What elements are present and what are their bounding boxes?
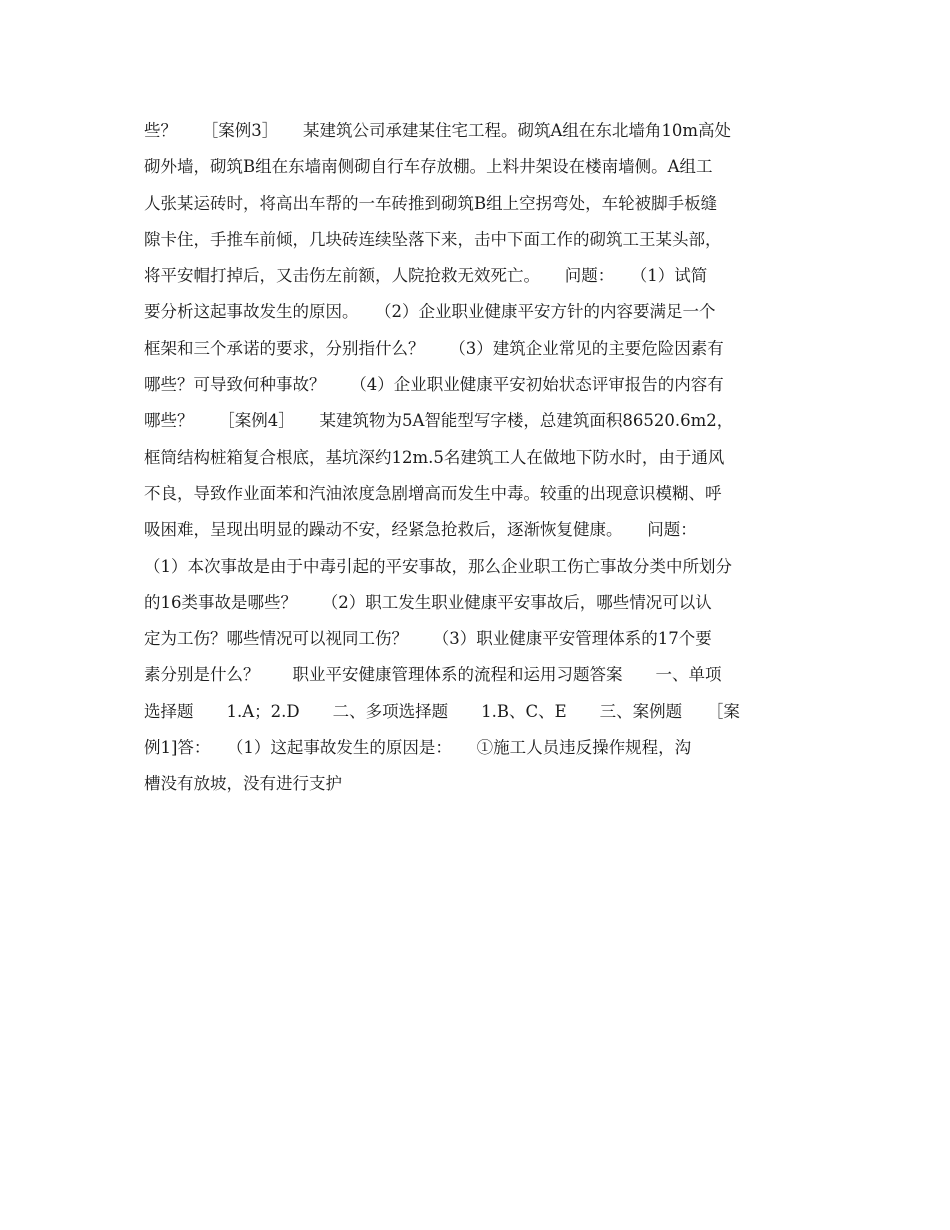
text-line: 框筒结构桩箱复合根底，基坑深约12m.5名建筑工人在做地下防水时，由于通风: [144, 447, 725, 467]
text-line: 将平安帽打掉后，又击伤左前额，人院抢救无效死亡。 问题： （1）试简: [144, 266, 708, 286]
body-text: [144, 113, 814, 803]
text-line: 不良，导致作业面苯和汽油浓度急剧增高而发生中毒。较重的出现意识模糊、呼: [144, 483, 722, 503]
text-line: 例1]答： （1）这起事故发生的原因是： ①施工人员违反操作规程，沟: [144, 738, 692, 758]
text-line: 槽没有放坡，没有进行支护: [144, 774, 342, 794]
text-line: 要分析这起事故发生的原因。 （2）企业职业健康平安方针的内容要满足一个: [144, 302, 716, 322]
text-line: 框架和三个承诺的要求，分别指什么？ （3）建筑企业常见的主要危险因素有: [144, 338, 724, 358]
text-line: 哪些？ ［案例4］ 某建筑物为5A智能型写字楼，总建筑面积86520.6m2，: [144, 411, 734, 431]
text-line: 选择题 1.A；2.D 二、多项选择题 1.B、C、E 三、案例题 ［案: [144, 701, 740, 721]
text-line: 人张某运砖时，将高出车帮的一车砖推到砌筑B组上空拐弯处，车轮被脚手板缝: [144, 193, 718, 213]
text-line: 吸困难，呈现出明显的躁动不安，经紧急抢救后，逐渐恢复健康。 问题：: [144, 520, 697, 540]
text-line: 些？ ［案例3］ 某建筑公司承建某住宅工程。砌筑A组在东北墙角10m高处: [144, 121, 732, 140]
text-line: （1）本次事故是由于中毒引起的平安事故，那么企业职工伤亡事故分类中所划分: [144, 556, 732, 576]
text-line: 砌外墙，砌筑B组在东墙南侧砌自行车存放棚。上料井架设在楼南墙侧。A组工: [144, 157, 713, 177]
text-line: 隙卡住，手推车前倾，几块砖连续坠落下来，击中下面工作的砌筑工王某头部，: [144, 229, 722, 249]
text-line: 素分别是什么？ 职业平安健康管理体系的流程和运用习题答案 一、单项: [144, 665, 722, 685]
text-line: 定为工伤？哪些情况可以视同工伤？ （3）职业健康平安管理体系的17个要: [144, 629, 712, 649]
text-line: 哪些？可导致何种事故？ （4）企业职业健康平安初始状态评审报告的内容有: [144, 375, 724, 395]
text-line: 的16类事故是哪些？ （2）职工发生职业健康平安事故后，哪些情况可以认: [144, 592, 712, 612]
